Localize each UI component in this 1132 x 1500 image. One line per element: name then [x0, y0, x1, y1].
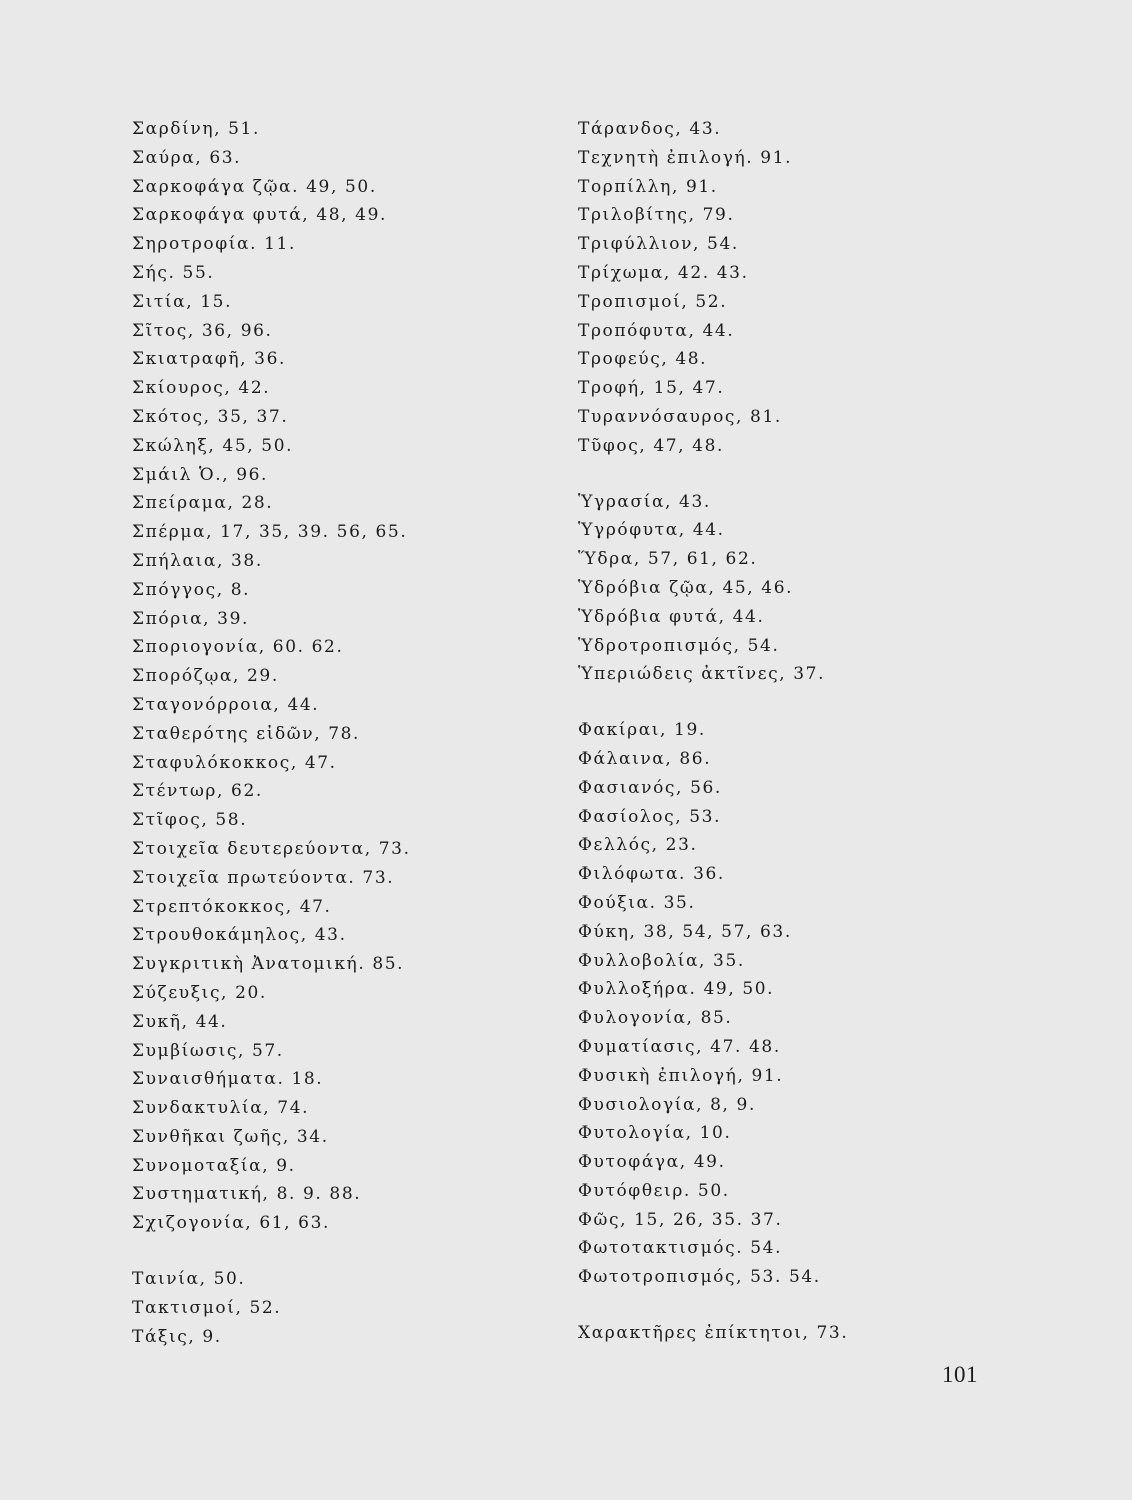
index-entry: Σαρκοφάγα φυτά, 48, 49. — [132, 205, 387, 226]
index-entry: Σκότος, 35, 37. — [132, 406, 289, 427]
index-entry: Φυτοφάγα, 49. — [578, 1152, 726, 1173]
index-letter-group — [578, 716, 848, 1292]
index-entry: Συνδακτυλία, 74. — [132, 1098, 310, 1119]
index-entry: Σής. 55. — [132, 262, 215, 283]
index-entry: Τριφύλλιον, 54. — [578, 234, 739, 255]
index-entry: Τάξις, 9. — [132, 1326, 222, 1347]
index-entry: Σαύρα, 63. — [132, 147, 242, 168]
index-entry: Φυλλοξήρα. 49, 50. — [578, 979, 775, 1000]
index-entry: Ταινία, 50. — [132, 1269, 246, 1290]
index-entry: Σπήλαια, 38. — [132, 550, 263, 571]
index-entry: Τριλοβίτης, 79. — [578, 205, 735, 226]
index-entry: Φελλός, 23. — [578, 835, 698, 856]
index-entry: Σύζευξις, 20. — [132, 982, 267, 1003]
index-entry: Ὑπεριώδεις ἀκτῖνες, 37. — [578, 664, 826, 685]
index-entry: Τυραννόσαυρος, 81. — [578, 406, 782, 427]
index-letter-group — [132, 1265, 411, 1351]
index-entry: Ὑγρασία, 43. — [578, 491, 711, 512]
index-entry: Ὑγρόφυτα, 44. — [578, 520, 725, 541]
index-entry: Φυλλοβολία, 35. — [578, 950, 745, 971]
index-letter-group — [578, 488, 848, 690]
index-entry: Σπέρμα, 17, 35, 39. 56, 65. — [132, 522, 408, 543]
index-entry: Τρίχωμα, 42. 43. — [578, 262, 749, 283]
index-entry: Σταγονόρροια, 44. — [132, 694, 320, 715]
index-entry: Τορπίλλη, 91. — [578, 176, 718, 197]
index-entry: Σῖτος, 36, 96. — [132, 320, 273, 341]
index-entry: Συναισθήματα. 18. — [132, 1069, 324, 1090]
index-entry: Φούξια. 35. — [578, 892, 696, 913]
index-entry: Ὑδρόβια φυτά, 44. — [578, 606, 765, 627]
index-entry: Σαρκοφάγα ζῷα. 49, 50. — [132, 176, 377, 197]
page-number: 101 — [942, 1362, 978, 1387]
index-entry: Σμάιλ Ὁ., 96. — [132, 464, 269, 485]
index-entry: Σταθερότης εἰδῶν, 78. — [132, 723, 361, 744]
index-entry: Στοιχεῖα πρωτεύοντα. 73. — [132, 867, 395, 888]
index-entry: Σκιατραφῆ, 36. — [132, 349, 287, 370]
index-entry: Τροπόφυτα, 44. — [578, 320, 735, 341]
index-entry: Στέντωρ, 62. — [132, 781, 263, 802]
index-entry: Σηροτροφία. 11. — [132, 234, 296, 255]
index-entry: Τάρανδος, 43. — [578, 119, 722, 139]
index-entry: Φασιανός, 56. — [578, 777, 722, 798]
index-entry: Σκώληξ, 45, 50. — [132, 435, 294, 456]
index-entry: Φυσιολογία, 8, 9. — [578, 1094, 756, 1115]
index-entry: Φυτόφθειρ. 50. — [578, 1180, 730, 1201]
index-entry: Τακτισμοί, 52. — [132, 1297, 282, 1318]
index-column-right — [578, 115, 848, 1375]
index-entry: Στοιχεῖα δευτερεύοντα, 73. — [132, 838, 411, 859]
index-entry: Φυτολογία, 10. — [578, 1123, 732, 1144]
index-entry: Σταφυλόκοκκος, 47. — [132, 752, 337, 773]
index-entry: Φωτοτακτισμός. 54. — [578, 1238, 783, 1259]
index-entry: Σχιζογονία, 61, 63. — [132, 1213, 330, 1234]
index-entry: Συνομοταξία, 9. — [132, 1155, 296, 1176]
index-entry: Φυματίασις, 47. 48. — [578, 1036, 781, 1057]
index-letter-group — [578, 1319, 848, 1348]
index-entry: Τροφεύς, 48. — [578, 349, 708, 370]
index-entry: Φασίολος, 53. — [578, 806, 722, 827]
index-entry: Συγκριτικὴ Ἀνατομική. 85. — [132, 954, 405, 975]
index-entry: Σποριογονία, 60. 62. — [132, 637, 344, 658]
index-entry: Ὑδροτροπισμός, 54. — [578, 635, 780, 656]
index-entry: Φυλογονία, 85. — [578, 1008, 733, 1029]
index-entry: Σιτία, 15. — [132, 291, 233, 312]
index-letter-group — [132, 115, 411, 1238]
index-entry: Συστηματική, 8. 9. 88. — [132, 1184, 362, 1205]
index-entry: Ὕδρα, 57, 61, 62. — [578, 549, 758, 570]
index-entry: Χαρακτῆρες ἐπίκτητοι, 73. — [578, 1323, 849, 1344]
index-entry: Φιλόφωτα. 36. — [578, 864, 725, 885]
index-entry: Τροφή, 15, 47. — [578, 378, 725, 399]
index-entry: Σαρδίνη, 51. — [132, 119, 260, 139]
index-entry: Σπείραμα, 28. — [132, 493, 274, 514]
index-entry: Τεχνητὴ ἐπιλογή. 91. — [578, 147, 793, 168]
index-entry: Φακίραι, 19. — [578, 720, 706, 741]
index-entry: Φωτοτροπισμός, 53. 54. — [578, 1267, 821, 1288]
index-entry: Συνθῆκαι ζωῆς, 34. — [132, 1126, 329, 1147]
index-column-left — [132, 115, 411, 1378]
index-entry: Συμβίωσις, 57. — [132, 1040, 284, 1061]
index-entry: Φύκη, 38, 54, 57, 63. — [578, 921, 792, 942]
index-entry: Φάλαινα, 86. — [578, 748, 712, 769]
index-entry: Στρεπτόκοκκος, 47. — [132, 896, 332, 917]
index-entry: Σκίουρος, 42. — [132, 378, 271, 399]
index-entry: Σπόγγος, 8. — [132, 579, 251, 600]
index-entry: Σπορόζῳα, 29. — [132, 666, 279, 687]
index-letter-group — [578, 115, 848, 461]
index-entry: Στῖφος, 58. — [132, 810, 248, 831]
index-entry: Σπόρια, 39. — [132, 608, 250, 629]
index-entry: Τροπισμοί, 52. — [578, 291, 728, 312]
index-entry: Φυσικὴ ἐπιλογή, 91. — [578, 1065, 784, 1086]
index-entry: Τῦφος, 47, 48. — [578, 435, 725, 456]
index-entry: Στρουθοκάμηλος, 43. — [132, 925, 347, 946]
index-entry: Φῶς, 15, 26, 35. 37. — [578, 1209, 783, 1230]
index-entry: Ὑδρόβια ζῷα, 45, 46. — [578, 577, 794, 598]
index-entry: Συκῆ, 44. — [132, 1011, 228, 1032]
